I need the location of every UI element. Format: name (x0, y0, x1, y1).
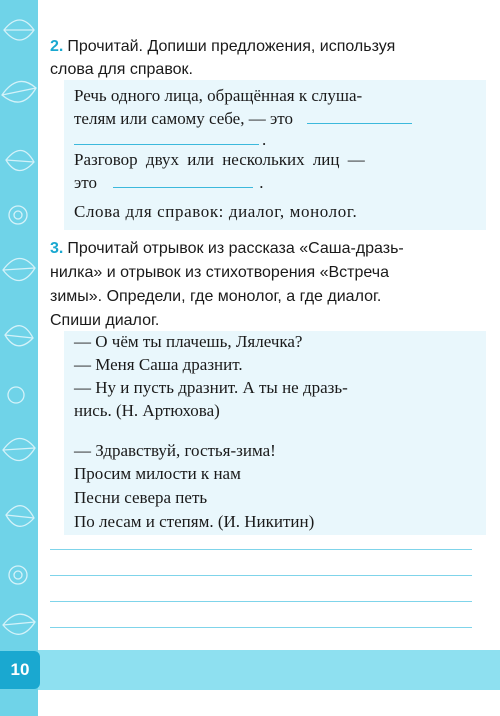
excerpt-1-line-4: нись. (Н. Артюхова) (74, 401, 220, 420)
answer-line-1[interactable] (50, 549, 472, 550)
answer-line-2[interactable] (50, 575, 472, 576)
task-3-instruction-line-1: Прочитай отрывок из рассказа «Саша-дразь- (67, 240, 404, 257)
task-2-instruction-line-1: Прочитай. Допиши предложения, используя (67, 38, 396, 55)
decorative-side-band (0, 0, 38, 716)
task-2-instruction (50, 35, 395, 58)
sentence-1-text: телям или самому себе, — это (74, 109, 293, 128)
sentence-2-period: . (259, 173, 264, 192)
footer-band (38, 650, 500, 690)
task-3-instruction-line-4: Спиши диалог. (50, 312, 160, 329)
answer-line-3[interactable] (50, 601, 472, 602)
task-3-instruction (50, 237, 404, 260)
page-number: 10 (0, 651, 40, 689)
excerpt-2-line-1: — Здравствуй, гостья-зима! (74, 441, 276, 460)
sentence-1-blank-a[interactable] (307, 122, 412, 124)
excerpt-1-line-2: — Меня Саша дразнит. (74, 355, 243, 374)
task-2-number: 2. (50, 38, 64, 55)
reference-words: Слова для справок: диалог, монолог. (74, 202, 358, 221)
sentence-2-text: это (74, 173, 98, 192)
excerpt-1-line-3: — Ну и пусть дразнит. А ты не дразь- (74, 378, 348, 397)
sentence-1-period: . (262, 130, 267, 149)
sentence-1-line-1: Речь одного лица, обращённая к слуша- (74, 86, 363, 105)
sentence-2-line-2 (74, 172, 264, 194)
excerpt-2-line-4: По лесам и степям. (И. Никитин) (74, 512, 315, 531)
task-3-number: 3. (50, 240, 64, 257)
sentence-2-blank[interactable] (113, 186, 253, 188)
excerpt-2-line-2: Просим милости к нам (74, 464, 241, 483)
answer-line-4[interactable] (50, 627, 472, 628)
task-3-instruction-line-2: нилка» и отрывок из стихотворения «Встреча (50, 264, 389, 281)
task-3-instruction-line-3: зимы». Определи, где монолог, а где диалог. (50, 288, 382, 305)
excerpt-1-line-1: — О чём ты плачешь, Лялечка? (74, 332, 303, 351)
sentence-1-blank-b[interactable] (74, 143, 259, 145)
leaf-pattern-icon (0, 0, 38, 716)
excerpt-2-line-3: Песни севера петь (74, 488, 208, 507)
sentence-1-line-2 (74, 108, 412, 130)
sentence-1-line-3 (74, 129, 266, 151)
sentence-2-line-1: Разговор двух или нескольких лиц — (74, 150, 365, 169)
task-2-instruction-line-2: слова для справок. (50, 61, 193, 78)
